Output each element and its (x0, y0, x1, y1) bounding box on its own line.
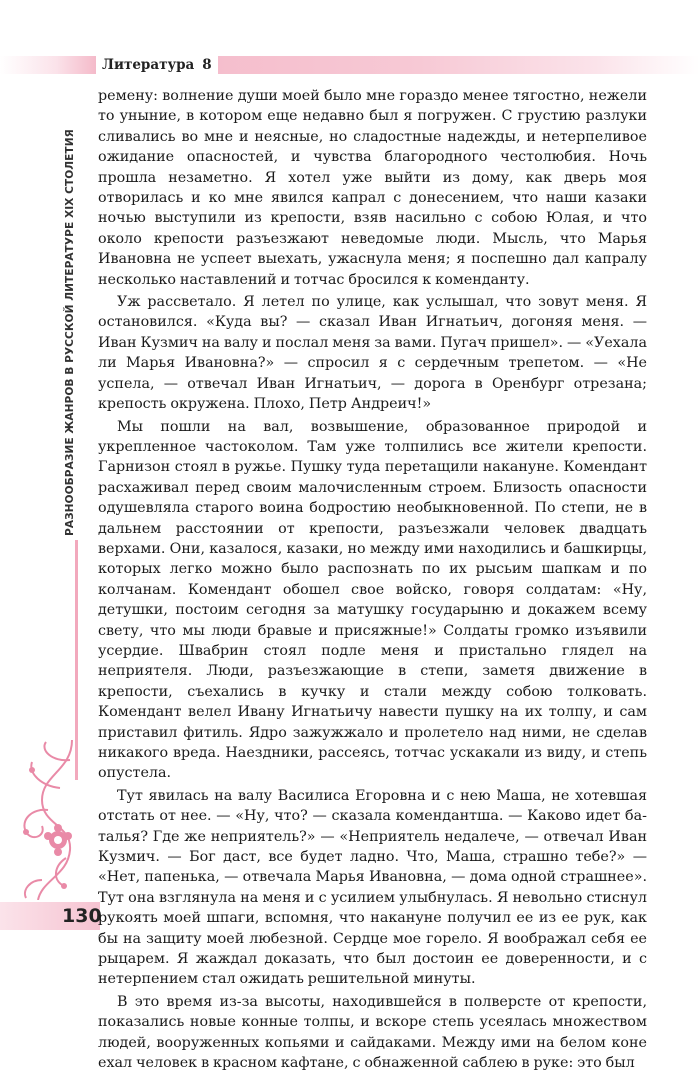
floral-ornament-icon (12, 740, 84, 900)
running-header (96, 56, 218, 74)
header-grade: 8 (202, 57, 212, 73)
paragraph-5: В это время из-за высоты, находившейся в полверсте от крепости, показались новые конные толпы, и вскоре степь усеялась множеством людей, вооруженных копьями и сайдаками. Между ими на белом коне ехал человек в красном кафтане, с обнаженной саблею в руке: это был (98, 993, 647, 1072)
paragraph-4: Тут явилась на валу Василиса Егоровна и с нею Маша, не хотевшая отстать от нее. — «Ну, что? — сказала комендантша. — Каково идет баталья? Где же неприятель?» — «Неприятель недалече, — отвечал Иван Кузмич. — Бог даст, все будет ладно. Что, Маша, страшно тебе?» — «Нет, папенька, — отвечала Марья Ивановна, — дома одной страшнее». Тут она взглянула на меня и с усилием улыбнулась. Я невольно стиснул рукоять моей шпаги, вспомня, что накануне получил ее из ее рук, как бы на защиту моей любезной. Сердце мое горело. Я воображал себя ее рыцарем. Я жаждал доказать, что был достоин ее доверенности, и с нетерпением стал ожидать решительной минуты. (98, 787, 647, 988)
paragraph-3: Мы пошли на вал, возвышение, образованное природой и укрепленное частоколом. Там уже толпились все жители крепости. Гарнизон стоял в ружье. Пушку туда перетащили накануне. Комендант расхаживал перед своим малочисленным строем. Близость опасности одушевляла старого воина бодростию необыкновенной. По степи, не в дальнем расстоянии от крепости, разъезжали человек двадцать верхами. Они, казалося, казаки, но между ими находились и башкирцы, которых легко можно было распознать по их рысьим шапкам и по колчанам. Комендант обошел свое войско, говоря солдатам: «Ну, детушки, постоим сегодня за матушку государыню и докажем всему свету, что мы люди бравые и присяжные!» Солдаты громко изъявили усердие. Швабрин стоял подле меня и пристально глядел на неприятеля. Люди, разъезжающие в степи, заметя движение в крепости, съехались в кучку и стали между собою толковать. Комендант велел Ивану Игнатьичу навести пушку на их толпу, и сам приставил фитиль. Ядро зажужжало и пролетело над ними, не сделав никакого вреда. Наездники, рассеясь, тотчас ускакали из виду, и степь опустела. (98, 418, 647, 782)
paragraph-2: Уж рассветало. Я летел по улице, как услышал, что зовут меня. Я остановился. «Куда вы? — сказал Иван Игнатьич, догоняя меня. — Иван Кузмич на валу и послал меня за вами. Пугач пришел». — «Уехала ли Марья Ивановна?» — спросил я с сердечным трепетом. — «Не успела, — отвечал Иван Игнатьич, — дорога в Оренбург отрезана; крепость окружена. Плохо, Петр Андреич!» (98, 294, 647, 413)
body-text (98, 86, 647, 1074)
header-subject: Литература (102, 57, 195, 73)
paragraph-1: ремену: волнение души моей было мне гораздо менее тягостно, нежели то уныние, в котором еще недавно был я погружен. С грустию разлуки сливались во мне и неясные, но сладостные надежды, и нетерпеливое ожидание опасностей, и чувства благородного честолюбия. Ночь прошла незаметно. Я хотел уже выйти из дому, как дверь моя отворилась и ко мне явился капрал с донесением, что наши казаки ночью выступили из крепости, взяв насильно с собою Юлая, и что около крепости разъезжают неведомые люди. Мысль, что Марья Ивановна не успеет выехать, ужаснула меня; я поспешно дал капралу несколько наставлений и тотчас бросился к коменданту. (98, 88, 647, 288)
section-title-vertical: РАЗНООБРАЗИЕ ЖАНРОВ В РУССКОЙ ЛИТЕРАТУРЕ XIX СТОЛЕТИЯ (64, 129, 76, 536)
page-number: 130 (62, 905, 102, 927)
